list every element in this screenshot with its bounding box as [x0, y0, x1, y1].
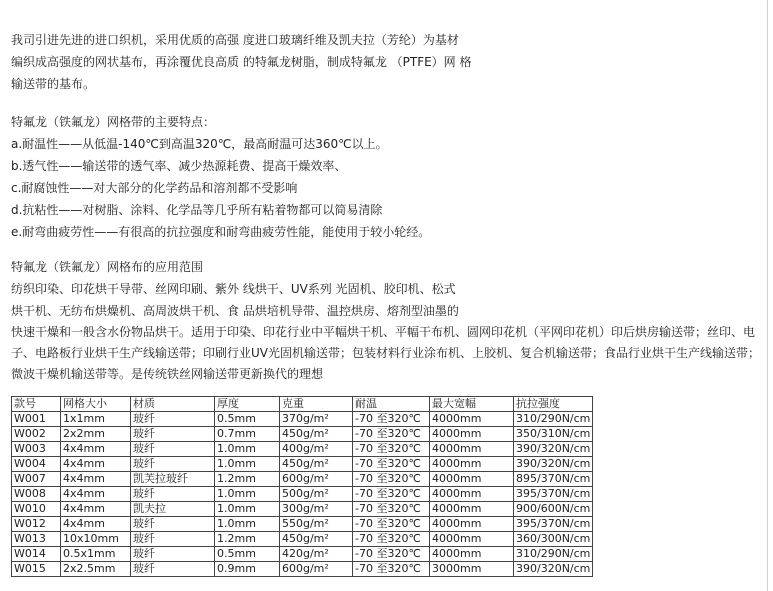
applications-line: 烘干机、无纺布烘燥机、高周波烘干机、食 品烘培机导带、温控烘房、熔剂型油墨的 [11, 304, 459, 318]
table-cell: 300g/m² [280, 502, 353, 517]
table-cell: 450g/m² [280, 532, 353, 547]
table-cell: -70 至320℃ [353, 487, 430, 502]
article-body [11, 29, 766, 385]
applications-line: 纺织印染、印花烘干导带、丝网印刷、紫外 线烘干、UV系列 光固机、胶印机、松式 [11, 282, 456, 296]
table-cell: 395/370N/cm [514, 487, 593, 502]
table-cell: 玻纤 [131, 532, 215, 547]
table-cell: W013 [12, 532, 61, 547]
table-cell: 玻纤 [131, 442, 215, 457]
table-cell: -70 至320℃ [353, 532, 430, 547]
table-cell: 390/320N/cm [514, 457, 593, 472]
column-header: 克重 [280, 397, 353, 412]
table-cell: 4x4mm [61, 472, 131, 487]
table-cell: 玻纤 [131, 547, 215, 562]
table-row [12, 532, 593, 547]
table-cell: 390/320N/cm [514, 442, 593, 457]
table-cell: 1.2mm [215, 472, 280, 487]
table-cell: 370g/m² [280, 412, 353, 427]
table-cell: 360/300N/cm [514, 532, 593, 547]
table-cell: -70 至320℃ [353, 427, 430, 442]
table-cell: 4000mm [430, 532, 514, 547]
table-body [12, 412, 593, 577]
table-cell: 玻纤 [131, 412, 215, 427]
table-cell: W012 [12, 517, 61, 532]
table-cell: 4000mm [430, 547, 514, 562]
table-cell: -70 至320℃ [353, 547, 430, 562]
table-cell: 玻纤 [131, 457, 215, 472]
column-header: 材质 [131, 397, 215, 412]
applications-heading: 特氟龙（铁氟龙）网格布的应用范围 [11, 260, 204, 274]
table-cell: 1.0mm [215, 517, 280, 532]
table-cell: 2x2mm [61, 427, 131, 442]
table-cell: 0.7mm [215, 427, 280, 442]
table-cell: 4000mm [430, 427, 514, 442]
table-row [12, 412, 593, 427]
table-cell: 400g/m² [280, 442, 353, 457]
feature-item: c.耐腐蚀性——对大部分的化学药品和溶剂都不受影响 [11, 181, 298, 195]
intro-line: 编织成高强度的网状基布，再涂覆优良高质 的特氟龙树脂，制成特氟龙 （PTFE）网 格 [11, 55, 472, 69]
table-cell: 390/320N/cm [514, 562, 593, 577]
table-cell: 350/310N/cm [514, 427, 593, 442]
table-cell: 玻纤 [131, 562, 215, 577]
intro-line: 输送带的基布。 [11, 77, 96, 91]
table-cell: 1.0mm [215, 487, 280, 502]
features-heading: 特氟龙（铁氟龙）网格带的主要特点： [11, 115, 216, 129]
table-cell: W010 [12, 502, 61, 517]
table-cell: 310/290N/cm [514, 547, 593, 562]
table-cell: 4000mm [430, 502, 514, 517]
table-row [12, 502, 593, 517]
table-cell: 1x1mm [61, 412, 131, 427]
table-cell: -70 至320℃ [353, 442, 430, 457]
table-cell: -70 至320℃ [353, 472, 430, 487]
right-border [767, 0, 768, 591]
table-cell: W015 [12, 562, 61, 577]
table-cell: 395/370N/cm [514, 517, 593, 532]
table-cell: 凯芙拉玻纤 [131, 472, 215, 487]
table-cell: W003 [12, 442, 61, 457]
table-cell: 4x4mm [61, 502, 131, 517]
table-row [12, 517, 593, 532]
table-cell: 600g/m² [280, 562, 353, 577]
table-cell: 4000mm [430, 412, 514, 427]
table-cell: 450g/m² [280, 457, 353, 472]
table-cell: W001 [12, 412, 61, 427]
table-cell: 玻纤 [131, 427, 215, 442]
table-row [12, 547, 593, 562]
table-cell: 4000mm [430, 457, 514, 472]
table-cell: 4x4mm [61, 457, 131, 472]
table-cell: 4x4mm [61, 517, 131, 532]
column-header: 网格大小 [61, 397, 131, 412]
table-cell: 310/290N/cm [514, 412, 593, 427]
table-row [12, 472, 593, 487]
column-header: 厚度 [215, 397, 280, 412]
table-cell: 4x4mm [61, 442, 131, 457]
table-cell: 10x10mm [61, 532, 131, 547]
feature-item: a.耐温性——从低温-140℃到高温320℃，最高耐温可达360℃以上。 [11, 137, 388, 151]
table-cell: W004 [12, 457, 61, 472]
table-cell: 4000mm [430, 472, 514, 487]
table-cell: 0.9mm [215, 562, 280, 577]
table-cell: 550g/m² [280, 517, 353, 532]
table-cell: W002 [12, 427, 61, 442]
table-row [12, 487, 593, 502]
table-cell: -70 至320℃ [353, 412, 430, 427]
table-cell: W007 [12, 472, 61, 487]
table-cell: 0.5mm [215, 412, 280, 427]
table-cell: 2x2.5mm [61, 562, 131, 577]
table-cell: 1.0mm [215, 502, 280, 517]
table-cell: 900/600N/cm [514, 502, 593, 517]
feature-item: b.透气性——输送带的透气率、减少热源耗费、提高干燥效率、 [11, 159, 347, 173]
table-cell: 4000mm [430, 487, 514, 502]
table-row [12, 457, 593, 472]
table-cell: 凯夫拉 [131, 502, 215, 517]
table-cell: W008 [12, 487, 61, 502]
table-row [12, 442, 593, 457]
column-header: 耐温 [353, 397, 430, 412]
table-cell: -70 至320℃ [353, 562, 430, 577]
table-cell: 450g/m² [280, 427, 353, 442]
column-header: 最大宽幅 [430, 397, 514, 412]
table-cell: 玻纤 [131, 517, 215, 532]
table-cell: 3000mm [430, 562, 514, 577]
intro-line: 我司引进先进的进口织机，采用优质的高强 度进口玻璃纤维及凯夫拉（芳纶）为基材 [11, 33, 459, 47]
table-cell: 玻纤 [131, 487, 215, 502]
table-cell: 1.0mm [215, 442, 280, 457]
table-row [12, 427, 593, 442]
table-header-row [12, 397, 593, 412]
table-cell: 4000mm [430, 442, 514, 457]
table-row [12, 562, 593, 577]
table-cell: 895/370N/cm [514, 472, 593, 487]
feature-item: d.抗粘性——对树脂、涂料、化学品等几乎所有粘着物都可以简易清除 [11, 203, 383, 217]
table-cell: 0.5x1mm [61, 547, 131, 562]
table-cell: 1.0mm [215, 457, 280, 472]
table-cell: -70 至320℃ [353, 517, 430, 532]
table-cell: 500g/m² [280, 487, 353, 502]
applications-paragraph: 快速干燥和一般含水份物品烘干。适用于印染、印花行业中平幅烘干机、平幅干布机、圆网印花机（平网印花机）印后烘房输送带；丝印、电子、电路板行业烘干生产线输送带；印刷行业UV光固机输送带；包装材料行业涂布机、上胶机、复合机输送带；食品行业烘干生产线输送带；微波干燥机输送带等。是传统铁丝网输送带更新换代的理想 [11, 325, 760, 381]
table-cell: 4000mm [430, 517, 514, 532]
feature-item: e.耐弯曲疲劳性——有很高的抗拉强度和耐弯曲疲劳性能，能使用于较小轮经。 [11, 225, 431, 239]
column-header: 款号 [12, 397, 61, 412]
table-cell: 4x4mm [61, 487, 131, 502]
table-cell: 0.5mm [215, 547, 280, 562]
column-header: 抗拉强度 [514, 397, 593, 412]
table-cell: W014 [12, 547, 61, 562]
table-cell: 1.2mm [215, 532, 280, 547]
specs-table [11, 396, 593, 577]
table-cell: 600g/m² [280, 472, 353, 487]
table-cell: -70 至320℃ [353, 457, 430, 472]
table-cell: -70 至320℃ [353, 502, 430, 517]
table-cell: 420g/m² [280, 547, 353, 562]
